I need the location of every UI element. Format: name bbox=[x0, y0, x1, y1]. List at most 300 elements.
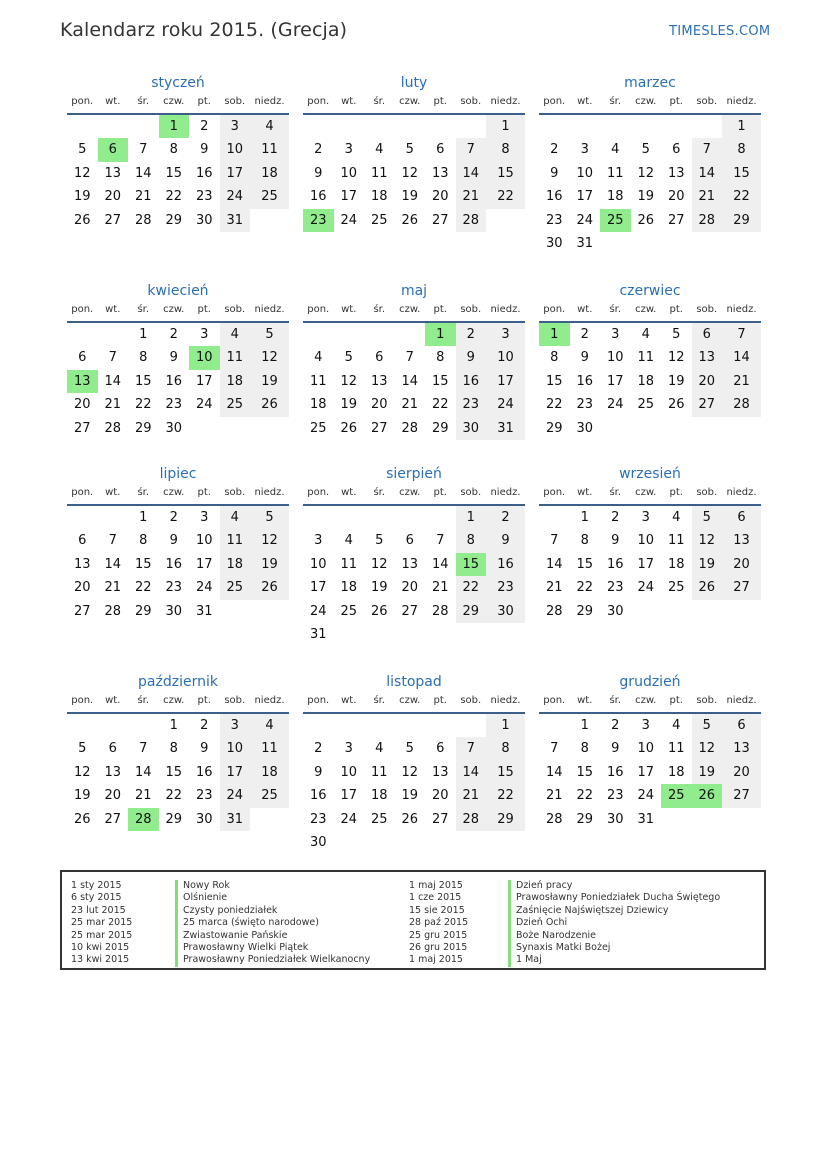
day-cell: 11 bbox=[250, 138, 289, 161]
day-cell: 1 bbox=[486, 115, 525, 138]
week-row bbox=[67, 393, 289, 416]
day-cell: 15 bbox=[576, 556, 594, 572]
week-row bbox=[539, 393, 761, 416]
weekday-label: pt. bbox=[197, 695, 211, 706]
day-cell: 25 bbox=[309, 420, 327, 436]
day-cell: 6 bbox=[98, 138, 129, 161]
day-cell: 1 bbox=[539, 323, 570, 346]
weekday-label: czw. bbox=[635, 487, 657, 498]
week-row bbox=[303, 784, 525, 807]
day-cell: 22 bbox=[576, 788, 594, 804]
empty-day-cell bbox=[456, 714, 487, 737]
day-cell: 16 bbox=[576, 373, 594, 389]
day-cell: 30 bbox=[606, 603, 624, 619]
empty-day-cell bbox=[303, 323, 334, 346]
day-cell: 6 bbox=[78, 350, 87, 366]
day-cell: 31 bbox=[486, 417, 525, 440]
week-row bbox=[539, 714, 761, 737]
day-cell: 12 bbox=[73, 165, 91, 181]
day-cell: 3 bbox=[314, 533, 323, 549]
week-row bbox=[303, 553, 525, 576]
day-cell: 4 bbox=[672, 718, 681, 733]
day-cell: 18 bbox=[370, 189, 388, 205]
day-cell: 25 bbox=[250, 784, 289, 807]
holiday-name: Prawosławny Poniedziałek Ducha Świętego bbox=[508, 892, 720, 904]
day-cell: 4 bbox=[611, 142, 620, 158]
month-block bbox=[539, 463, 761, 623]
day-cell: 27 bbox=[401, 603, 419, 619]
day-cell: 24 bbox=[606, 397, 624, 413]
day-cell: 30 bbox=[545, 235, 563, 251]
day-cell: 9 bbox=[611, 533, 620, 549]
empty-day-cell bbox=[661, 232, 692, 255]
week-row bbox=[303, 346, 525, 369]
site-link[interactable]: TIMESLES.COM bbox=[669, 24, 771, 39]
weekday-label: czw. bbox=[399, 487, 421, 498]
holiday-name: Czysty poniedziałek bbox=[175, 905, 370, 917]
week-row bbox=[539, 138, 761, 161]
week-row bbox=[67, 115, 289, 138]
weekday-label: wt. bbox=[577, 487, 593, 498]
week-row bbox=[539, 553, 761, 576]
day-cell: 26 bbox=[370, 603, 388, 619]
day-cell: 12 bbox=[340, 373, 358, 389]
empty-day-cell bbox=[334, 714, 365, 737]
day-cell: 15 bbox=[486, 761, 525, 784]
holiday-date: 25 mar 2015 bbox=[71, 917, 133, 929]
day-cell: 18 bbox=[606, 189, 624, 205]
weekday-label: sob. bbox=[460, 96, 482, 107]
empty-day-cell bbox=[364, 506, 395, 529]
day-cell: 28 bbox=[545, 603, 563, 619]
week-row bbox=[67, 370, 289, 393]
weekday-label: niedz. bbox=[254, 695, 285, 706]
day-cell: 21 bbox=[722, 370, 761, 393]
day-cell: 29 bbox=[431, 420, 449, 436]
day-cell: 11 bbox=[220, 529, 251, 552]
day-cell: 8 bbox=[486, 138, 525, 161]
day-cell: 25 bbox=[250, 185, 289, 208]
weekday-label: czw. bbox=[635, 304, 657, 315]
day-cell: 8 bbox=[456, 529, 487, 552]
day-cell: 18 bbox=[370, 788, 388, 804]
day-cell: 24 bbox=[340, 212, 358, 228]
month-block bbox=[539, 671, 761, 831]
day-cell: 19 bbox=[250, 370, 289, 393]
weekday-header bbox=[67, 694, 289, 714]
day-cell: 24 bbox=[220, 784, 251, 807]
month-block bbox=[67, 671, 289, 831]
day-cell: 26 bbox=[73, 212, 91, 228]
weekday-label: śr. bbox=[373, 487, 386, 498]
weekday-label: śr. bbox=[609, 96, 622, 107]
day-cell: 18 bbox=[250, 761, 289, 784]
empty-day-cell bbox=[722, 808, 761, 831]
day-cell: 14 bbox=[104, 373, 122, 389]
day-cell: 30 bbox=[195, 811, 213, 827]
day-cell: 13 bbox=[722, 529, 761, 552]
day-cell: 22 bbox=[431, 397, 449, 413]
weekday-label: pt. bbox=[433, 96, 447, 107]
day-cell: 30 bbox=[606, 811, 624, 827]
day-cell: 3 bbox=[486, 323, 525, 346]
empty-day-cell bbox=[661, 600, 692, 623]
day-cell: 10 bbox=[637, 533, 655, 549]
month-block bbox=[303, 280, 525, 440]
day-cell: 8 bbox=[139, 350, 148, 366]
day-cell: 8 bbox=[486, 737, 525, 760]
empty-day-cell bbox=[692, 417, 723, 440]
day-cell: 3 bbox=[611, 327, 620, 342]
day-cell: 19 bbox=[250, 553, 289, 576]
weekday-label: niedz. bbox=[490, 96, 521, 107]
weekday-label: czw. bbox=[399, 695, 421, 706]
empty-day-cell bbox=[486, 623, 525, 646]
day-cell: 15 bbox=[134, 373, 152, 389]
weekday-label: sob. bbox=[696, 487, 718, 498]
day-cell: 29 bbox=[134, 603, 152, 619]
week-row bbox=[303, 576, 525, 599]
weekday-label: pt. bbox=[669, 487, 683, 498]
empty-day-cell bbox=[67, 323, 98, 346]
day-cell: 10 bbox=[189, 346, 220, 369]
day-cell: 18 bbox=[220, 370, 251, 393]
day-cell: 27 bbox=[431, 212, 449, 228]
day-cell: 1 bbox=[486, 714, 525, 737]
empty-day-cell bbox=[364, 115, 395, 138]
week-row bbox=[539, 784, 761, 807]
day-cell: 22 bbox=[545, 397, 563, 413]
week-row bbox=[539, 323, 761, 346]
day-cell: 30 bbox=[486, 600, 525, 623]
week-row bbox=[303, 506, 525, 529]
weekday-label: wt. bbox=[105, 487, 121, 498]
day-cell: 2 bbox=[314, 142, 323, 158]
day-cell: 31 bbox=[220, 209, 251, 232]
day-cell: 31 bbox=[309, 626, 327, 642]
empty-day-cell bbox=[539, 506, 570, 529]
holiday-name: 1 Maj bbox=[508, 954, 720, 966]
day-cell: 13 bbox=[667, 165, 685, 181]
day-cell: 5 bbox=[692, 506, 723, 529]
weekday-label: śr. bbox=[137, 487, 150, 498]
empty-day-cell bbox=[334, 115, 365, 138]
day-cell: 30 bbox=[576, 420, 594, 436]
day-cell: 27 bbox=[692, 393, 723, 416]
day-cell: 14 bbox=[545, 556, 563, 572]
day-cell: 31 bbox=[637, 811, 655, 827]
day-cell: 30 bbox=[195, 212, 213, 228]
weekday-header bbox=[303, 694, 525, 714]
holiday-date: 13 kwi 2015 bbox=[71, 954, 130, 966]
day-cell: 13 bbox=[104, 764, 122, 780]
week-row bbox=[67, 737, 289, 760]
month-block bbox=[303, 463, 525, 646]
day-cell: 2 bbox=[200, 119, 209, 134]
day-cell: 26 bbox=[340, 420, 358, 436]
week-row bbox=[539, 506, 761, 529]
day-cell: 15 bbox=[576, 764, 594, 780]
day-cell: 6 bbox=[375, 350, 384, 366]
day-cell: 27 bbox=[73, 603, 91, 619]
weekday-label: sob. bbox=[696, 96, 718, 107]
day-cell: 8 bbox=[580, 533, 589, 549]
day-cell: 28 bbox=[456, 808, 487, 831]
month-name: styczeń bbox=[151, 75, 205, 91]
day-cell: 6 bbox=[405, 533, 414, 549]
day-cell: 26 bbox=[637, 212, 655, 228]
day-cell: 12 bbox=[73, 764, 91, 780]
week-row bbox=[67, 761, 289, 784]
day-cell: 11 bbox=[667, 741, 685, 757]
day-cell: 27 bbox=[370, 420, 388, 436]
day-cell: 25 bbox=[600, 209, 631, 232]
weekday-label: pt. bbox=[433, 487, 447, 498]
day-cell: 7 bbox=[550, 533, 559, 549]
week-row bbox=[67, 185, 289, 208]
day-cell: 29 bbox=[456, 600, 487, 623]
empty-day-cell bbox=[486, 209, 525, 232]
week-row bbox=[539, 232, 761, 255]
week-row bbox=[539, 209, 761, 232]
empty-day-cell bbox=[250, 209, 289, 232]
week-row bbox=[303, 737, 525, 760]
day-cell: 22 bbox=[722, 185, 761, 208]
holiday-name: 25 marca (święto narodowe) bbox=[175, 917, 370, 929]
weekday-label: sob. bbox=[696, 695, 718, 706]
weekday-label: niedz. bbox=[254, 487, 285, 498]
day-cell: 2 bbox=[456, 323, 487, 346]
day-cell: 27 bbox=[431, 811, 449, 827]
holiday-name: Zwiastowanie Pańskie bbox=[175, 930, 370, 942]
empty-day-cell bbox=[364, 831, 395, 854]
day-cell: 21 bbox=[545, 580, 563, 596]
day-cell: 26 bbox=[250, 393, 289, 416]
month-block bbox=[67, 72, 289, 232]
day-cell: 5 bbox=[78, 142, 87, 158]
day-cell: 31 bbox=[195, 603, 213, 619]
day-cell: 16 bbox=[486, 553, 525, 576]
weekday-label: wt. bbox=[577, 96, 593, 107]
weekday-label: pon. bbox=[543, 304, 566, 315]
weekday-label: pon. bbox=[543, 487, 566, 498]
day-cell: 15 bbox=[165, 764, 183, 780]
day-cell: 23 bbox=[165, 580, 183, 596]
day-cell: 20 bbox=[104, 189, 122, 205]
day-cell: 16 bbox=[545, 189, 563, 205]
week-row bbox=[67, 808, 289, 831]
weekday-label: pt. bbox=[669, 695, 683, 706]
week-row bbox=[67, 346, 289, 369]
week-row bbox=[539, 600, 761, 623]
month-block bbox=[303, 671, 525, 854]
weekday-label: niedz. bbox=[726, 487, 757, 498]
empty-day-cell bbox=[395, 506, 426, 529]
day-cell: 19 bbox=[401, 189, 419, 205]
empty-day-cell bbox=[67, 115, 98, 138]
holiday-names-col-1 bbox=[175, 880, 370, 967]
day-cell: 28 bbox=[104, 420, 122, 436]
day-cell: 5 bbox=[692, 714, 723, 737]
empty-day-cell bbox=[303, 506, 334, 529]
week-row bbox=[539, 370, 761, 393]
day-cell: 7 bbox=[139, 142, 148, 158]
month-name: listopad bbox=[386, 674, 442, 690]
holiday-dates-col-2 bbox=[409, 880, 468, 967]
day-cell: 22 bbox=[165, 788, 183, 804]
day-cell: 5 bbox=[405, 741, 414, 757]
weekday-header bbox=[303, 486, 525, 506]
holiday-name: Nowy Rok bbox=[175, 880, 370, 892]
weekday-label: czw. bbox=[163, 695, 185, 706]
week-row bbox=[67, 714, 289, 737]
day-cell: 17 bbox=[637, 556, 655, 572]
day-cell: 17 bbox=[637, 764, 655, 780]
day-cell: 16 bbox=[606, 556, 624, 572]
day-cell: 12 bbox=[250, 346, 289, 369]
day-cell: 16 bbox=[165, 373, 183, 389]
month-block bbox=[303, 72, 525, 232]
day-cell: 30 bbox=[165, 603, 183, 619]
day-cell: 8 bbox=[722, 138, 761, 161]
empty-day-cell bbox=[364, 714, 395, 737]
holiday-date: 6 sty 2015 bbox=[71, 892, 122, 904]
holiday-dates-col-1 bbox=[71, 880, 132, 967]
weekday-label: niedz. bbox=[490, 487, 521, 498]
day-cell: 9 bbox=[314, 165, 323, 181]
month-name: maj bbox=[400, 283, 428, 299]
week-row bbox=[67, 162, 289, 185]
day-cell: 22 bbox=[486, 185, 525, 208]
empty-day-cell bbox=[539, 115, 570, 138]
day-cell: 17 bbox=[220, 162, 251, 185]
day-cell: 29 bbox=[545, 420, 563, 436]
day-cell: 7 bbox=[722, 323, 761, 346]
weekday-label: pon. bbox=[543, 96, 566, 107]
weekday-label: pt. bbox=[669, 304, 683, 315]
day-cell: 1 bbox=[580, 510, 589, 525]
weekday-label: śr. bbox=[373, 96, 386, 107]
day-cell: 20 bbox=[667, 189, 685, 205]
day-cell: 19 bbox=[340, 397, 358, 413]
day-cell: 2 bbox=[486, 506, 525, 529]
holiday-date: 1 cze 2015 bbox=[409, 892, 462, 904]
day-cell: 14 bbox=[134, 165, 152, 181]
day-cell: 6 bbox=[436, 142, 445, 158]
day-cell: 11 bbox=[637, 350, 655, 366]
day-cell: 13 bbox=[67, 370, 98, 393]
day-cell: 10 bbox=[606, 350, 624, 366]
holiday-name: Olśnienie bbox=[175, 892, 370, 904]
weekday-label: śr. bbox=[137, 304, 150, 315]
day-cell: 3 bbox=[344, 142, 353, 158]
day-cell: 25 bbox=[661, 784, 692, 807]
month-name: wrzesień bbox=[619, 466, 681, 482]
day-cell: 26 bbox=[692, 576, 723, 599]
month-block bbox=[539, 72, 761, 255]
weekday-label: sob. bbox=[696, 304, 718, 315]
weekday-header bbox=[303, 303, 525, 323]
day-cell: 7 bbox=[692, 138, 723, 161]
day-cell: 3 bbox=[200, 510, 209, 525]
week-row bbox=[539, 761, 761, 784]
day-cell: 6 bbox=[78, 533, 87, 549]
day-cell: 23 bbox=[195, 788, 213, 804]
day-cell: 29 bbox=[576, 811, 594, 827]
day-cell: 5 bbox=[344, 350, 353, 366]
empty-day-cell bbox=[334, 506, 365, 529]
empty-day-cell bbox=[189, 417, 220, 440]
day-cell: 14 bbox=[104, 556, 122, 572]
day-cell: 18 bbox=[667, 556, 685, 572]
day-cell: 23 bbox=[195, 189, 213, 205]
day-cell: 12 bbox=[401, 165, 419, 181]
day-cell: 4 bbox=[375, 142, 384, 158]
day-cell: 13 bbox=[431, 165, 449, 181]
empty-day-cell bbox=[250, 808, 289, 831]
empty-day-cell bbox=[631, 115, 662, 138]
week-row bbox=[67, 600, 289, 623]
month-name: grudzień bbox=[619, 674, 681, 690]
day-cell: 8 bbox=[436, 350, 445, 366]
day-cell: 10 bbox=[340, 764, 358, 780]
day-cell: 18 bbox=[250, 162, 289, 185]
weekday-label: czw. bbox=[399, 304, 421, 315]
day-cell: 27 bbox=[104, 811, 122, 827]
day-cell: 4 bbox=[220, 323, 251, 346]
day-cell: 9 bbox=[314, 764, 323, 780]
day-cell: 9 bbox=[169, 350, 178, 366]
week-row bbox=[539, 529, 761, 552]
week-row bbox=[67, 784, 289, 807]
day-cell: 5 bbox=[375, 533, 384, 549]
day-cell: 3 bbox=[580, 142, 589, 158]
day-cell: 17 bbox=[309, 580, 327, 596]
day-cell: 12 bbox=[401, 764, 419, 780]
week-row bbox=[67, 323, 289, 346]
holiday-list bbox=[60, 870, 766, 970]
day-cell: 4 bbox=[314, 350, 323, 366]
day-cell: 17 bbox=[340, 189, 358, 205]
day-cell: 14 bbox=[692, 162, 723, 185]
empty-day-cell bbox=[631, 232, 662, 255]
day-cell: 17 bbox=[576, 189, 594, 205]
holiday-names-col-2 bbox=[508, 880, 720, 967]
day-cell: 21 bbox=[104, 397, 122, 413]
day-cell: 5 bbox=[250, 323, 289, 346]
empty-day-cell bbox=[661, 115, 692, 138]
weekday-label: pt. bbox=[433, 304, 447, 315]
empty-day-cell bbox=[600, 115, 631, 138]
day-cell: 23 bbox=[486, 576, 525, 599]
day-cell: 24 bbox=[576, 212, 594, 228]
day-cell: 22 bbox=[134, 397, 152, 413]
weekday-header bbox=[303, 95, 525, 115]
day-cell: 5 bbox=[641, 142, 650, 158]
empty-day-cell bbox=[303, 115, 334, 138]
day-cell: 21 bbox=[456, 185, 487, 208]
day-cell: 28 bbox=[134, 212, 152, 228]
weekday-label: czw. bbox=[399, 96, 421, 107]
weekday-label: śr. bbox=[373, 304, 386, 315]
day-cell: 4 bbox=[250, 714, 289, 737]
day-cell: 27 bbox=[722, 784, 761, 807]
empty-day-cell bbox=[692, 600, 723, 623]
weekday-label: pon. bbox=[543, 695, 566, 706]
weekday-label: pon. bbox=[307, 487, 330, 498]
weekday-label: pt. bbox=[197, 304, 211, 315]
week-row bbox=[303, 185, 525, 208]
